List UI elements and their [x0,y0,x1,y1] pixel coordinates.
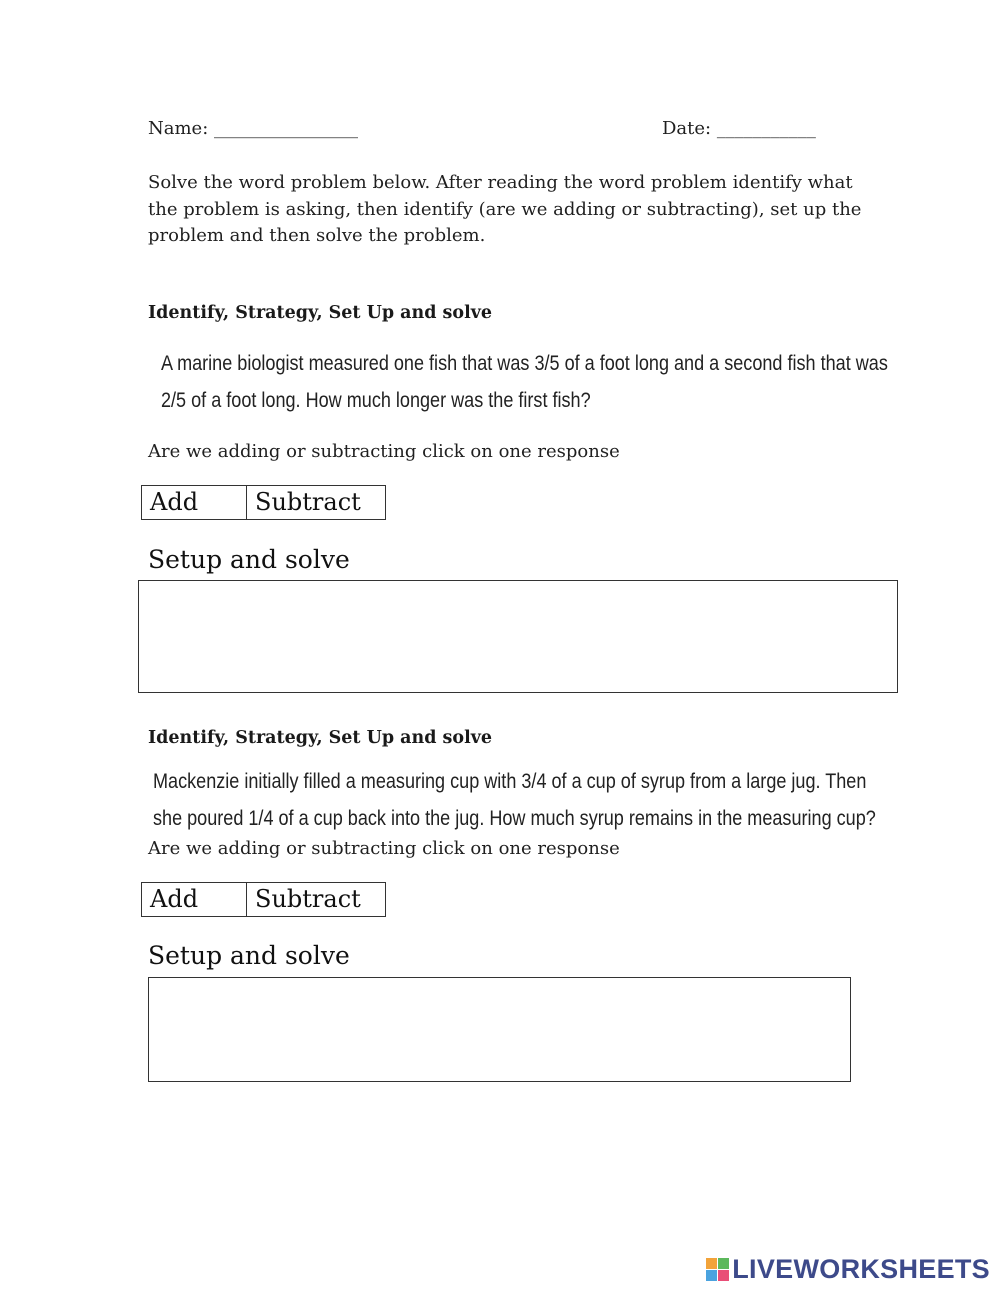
problem-2-answer-box[interactable] [148,977,851,1082]
problem-1-choices [141,485,386,520]
logo-icon [706,1258,729,1281]
date-field-label: Date: ___________ [662,118,816,139]
problem-2-question: Are we adding or subtracting click on one response [148,838,620,859]
name-field-label: Name: ________________ [148,118,358,139]
problem-1-line-1: A marine biologist measured one fish that was 3/5 of a foot long and a second fish that was [161,352,888,375]
liveworksheets-logo [706,1254,990,1285]
problem-2-text [153,763,876,837]
problem-2-subtract-option[interactable]: Subtract [246,883,385,916]
instructions-text: Solve the word problem below. After reading the word problem identify what the problem is asking, then identify (are we adding or subtracting), set up the problem and then solve the problem. [148,172,862,246]
problem-2-choices [141,882,386,917]
problem-2-heading: Identify, Strategy, Set Up and solve [148,728,493,748]
problem-1-text [161,345,888,419]
problem-1-setup-label: Setup and solve [148,545,350,574]
problem-2-line-1: Mackenzie initially filled a measuring cup with 3/4 of a cup of syrup from a large jug. Then [153,770,867,793]
problem-1-heading: Identify, Strategy, Set Up and solve [148,303,493,323]
problem-1-question: Are we adding or subtracting click on one response [148,441,620,462]
problem-1-add-option[interactable]: Add [150,488,199,516]
problem-2-add-option[interactable]: Add [150,885,199,913]
problem-1-answer-box[interactable] [138,580,898,693]
problem-2-line-2: she poured 1/4 of a cup back into the jug. How much syrup remains in the measuring cup? [153,807,876,830]
logo-text: LIVEWORKSHEETS [732,1254,990,1284]
problem-1-subtract-option[interactable]: Subtract [246,486,385,519]
problem-1-line-2: 2/5 of a foot long. How much longer was the first fish? [161,389,591,412]
problem-2-setup-label: Setup and solve [148,941,350,970]
